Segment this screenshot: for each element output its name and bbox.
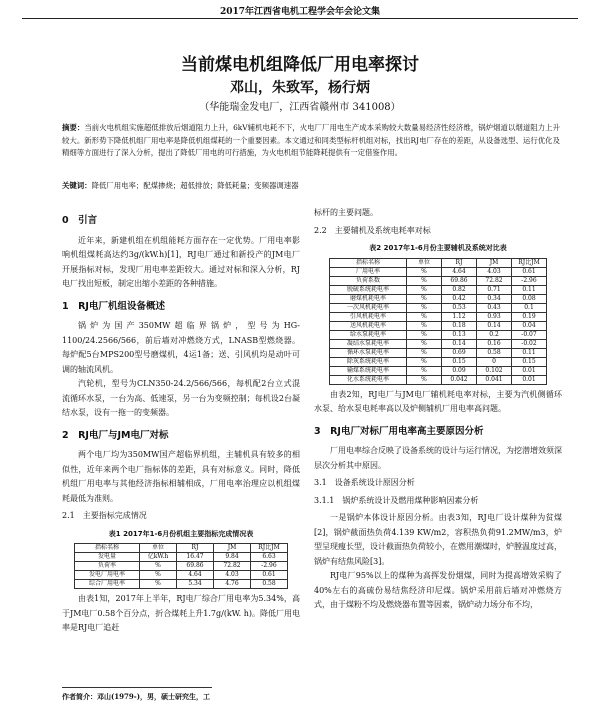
section-3-paragraph-2: 一是锅炉本体设计原因分析。由表3知，RJ电厂设计煤种为贫煤[2]，锅炉截面热负荷4.139 KW/m2，容积热负荷91.2MW/m3，炉型呈现瘦长型，设计截面热负荷较小，在燃用潮煤时，炉膛温度过高，锅炉有结焦风险[3]。 bbox=[314, 513, 562, 566]
footnote-rule bbox=[62, 687, 212, 688]
table2-cell: % bbox=[407, 366, 442, 375]
section-2-2-heading: 2.2 主要辅机及系统电耗率对标 bbox=[314, 225, 431, 235]
section-3-paragraph-1: 厂用电率综合反映了设备系统的设计与运行情况，为挖潜增效须深层次分析其中原因。 bbox=[314, 446, 562, 470]
table2-cell: 0.11 bbox=[512, 348, 547, 357]
table2-cell: 0.042 bbox=[442, 375, 477, 384]
table2-cell: % bbox=[407, 321, 442, 330]
table1-header: JM bbox=[214, 544, 251, 553]
table2-cell: 4.03 bbox=[477, 267, 512, 276]
table2-cell: 循环水泵耗电率 bbox=[330, 348, 407, 357]
table1-header-row bbox=[75, 544, 288, 553]
table2-cell: % bbox=[407, 357, 442, 366]
table2-cell: 0.102 bbox=[477, 366, 512, 375]
table1-cell: 亿kW.h bbox=[140, 553, 177, 562]
section-3-1-heading: 3.1 设备系统设计原因分析 bbox=[314, 478, 415, 487]
table2-cell: 0.01 bbox=[512, 366, 547, 375]
table2-cell: 0.43 bbox=[477, 303, 512, 312]
table2-cell: 0.93 bbox=[477, 312, 512, 321]
table2-cell: -2.96 bbox=[512, 276, 547, 285]
table1-header: 单位 bbox=[140, 544, 177, 553]
table2-cell: % bbox=[407, 303, 442, 312]
table2-cell: 0 bbox=[477, 357, 512, 366]
table2-row bbox=[330, 321, 547, 330]
table2-row bbox=[330, 294, 547, 303]
table1-cell: -2.96 bbox=[251, 562, 288, 571]
table2-header: RJ bbox=[442, 258, 477, 267]
table2-cell: 0.041 bbox=[477, 375, 512, 384]
abstract bbox=[62, 122, 560, 160]
table2-cell: % bbox=[407, 348, 442, 357]
table2-cell: 送风机耗电率 bbox=[330, 321, 407, 330]
abstract-text: 当前火电机组实施超低排放后烟道阻力上升，6kV辅机电耗不下，火电厂厂用电生产成本采购较大数量易经济性经济维，锅炉烟道以烟道阻力上升较大。新形势下降低机组厂用电率是降低机组煤耗的一个重要因素。本文通过和同类型标杆机组对标，找出RJ电厂存在的差距，从设备选型、运行优化及精细等方面进行了深入分析，提出了降低厂用电的可行措施，为火电机组节能降耗提供有一定借鉴作用。 bbox=[62, 123, 560, 157]
table2-cell: 0.01 bbox=[512, 375, 547, 384]
table2-cell: 0.71 bbox=[477, 285, 512, 294]
paper-title: 当前煤电机组降低厂用电率探讨 bbox=[181, 55, 419, 75]
table1-cell: 负荷率 bbox=[75, 562, 140, 571]
table2-header: JM bbox=[477, 258, 512, 267]
table2-cell: 磨煤机耗电率 bbox=[330, 294, 407, 303]
table1-cell: 综合厂用电率 bbox=[75, 580, 140, 589]
table2-cell: 输煤系统耗电率 bbox=[330, 366, 407, 375]
table2-cell: 0.13 bbox=[442, 330, 477, 339]
table2-cell: % bbox=[407, 285, 442, 294]
left-column bbox=[62, 206, 300, 636]
section-1-paragraph-1: 锅炉为国产350MW超临界锅炉，型号为HG-1100/24.2566/566，前后墙对冲燃烧方式，LNASB型燃烧器。每炉配5台MPS200型号磨煤机，4运1备；送、引风机均是动叶可调的轴流风机。 bbox=[62, 321, 300, 374]
table1-cell: 16.47 bbox=[177, 553, 214, 562]
table1-cell: 72.82 bbox=[214, 562, 251, 571]
table2-row bbox=[330, 267, 547, 276]
table2-header: 指标名称 bbox=[330, 258, 407, 267]
table2-cell: 72.82 bbox=[477, 276, 512, 285]
table2-cell: % bbox=[407, 312, 442, 321]
section-3-1-1-heading: 3.1.1 锅炉系统设计及燃用煤种影响因素分析 bbox=[314, 495, 479, 505]
table2-header: 单位 bbox=[407, 258, 442, 267]
table2-row bbox=[330, 303, 547, 312]
table2-cell: 0.58 bbox=[477, 348, 512, 357]
table2-cell: 引风机耗电率 bbox=[330, 312, 407, 321]
paper-authors: 邓山，朱致军，杨行炳 bbox=[230, 80, 370, 96]
section-2-1-heading: 2.1 主要指标完成情况 bbox=[62, 511, 147, 520]
table2-cell: 0.15 bbox=[442, 357, 477, 366]
table2-cell: % bbox=[407, 375, 442, 384]
table2-row bbox=[330, 357, 547, 366]
table1-header: RJ bbox=[177, 544, 214, 553]
keywords-label: 关键词： bbox=[62, 181, 92, 190]
table2-row bbox=[330, 339, 547, 348]
table1-header: 指标名称 bbox=[75, 544, 140, 553]
table2-row bbox=[330, 285, 547, 294]
table2-header-row bbox=[330, 258, 547, 267]
table2-cell: 1.12 bbox=[442, 312, 477, 321]
table2-cell: 化水系统耗电率 bbox=[330, 375, 407, 384]
section-3-paragraph-3: RJ电厂95%以上的煤种为高挥发份烟煤，同时为提高增效采购了40%左右的高硫份易结焦经济印尼煤。锅炉采用前后墙对冲燃烧方式，由于煤粉不均及燃烧器布置等因素，锅炉动力场分布不均， bbox=[314, 571, 562, 609]
table2-cell: 0.11 bbox=[512, 285, 547, 294]
table1-cell: 0.61 bbox=[251, 571, 288, 580]
table2-row bbox=[330, 312, 547, 321]
table2-cell: 除灰系统耗电率 bbox=[330, 357, 407, 366]
section-2-2-paragraph: 由表2知，RJ电厂与JM电厂辅机耗电率对标，主要为汽机侧循环水泵、给水泵电耗率高以及炉侧辅机厂用电率高问题。 bbox=[314, 389, 562, 413]
table2-row bbox=[330, 276, 547, 285]
table2-cell: 负荷系数 bbox=[330, 276, 407, 285]
section-2-heading: 2 RJ电厂与JM电厂对标 bbox=[62, 429, 169, 441]
section-0-paragraph: 近年来，新建机组在机组能耗方面存在一定优势。厂用电率影响机组煤耗高达约3g/(kW.h)[1]，RJ电厂通过和新投产的JM电厂开展指标对标，发现厂用电率差距较大。通过对标和深入分析，RJ电厂找出短板，制定出缩小差距的各种措施。 bbox=[62, 235, 300, 288]
table1-cell: 4.64 bbox=[177, 571, 214, 580]
table1-header: RJ比JM bbox=[251, 544, 288, 553]
table1-row bbox=[75, 580, 288, 589]
table2-row bbox=[330, 348, 547, 357]
section-1-heading: 1 RJ电厂机组设备概述 bbox=[62, 300, 165, 312]
table2-cell: 0.53 bbox=[442, 303, 477, 312]
author-footnote: 作者简介：邓山(1979-)，男，硕士研究生，工 bbox=[62, 692, 211, 701]
table2-cell: 0.08 bbox=[512, 294, 547, 303]
table1-cell: 0.58 bbox=[251, 580, 288, 589]
table2-header: RJ比JM bbox=[512, 258, 547, 267]
abstract-label: 摘要： bbox=[62, 123, 85, 132]
right-column bbox=[314, 206, 562, 613]
section-2-continuation: 标杆的主要问题。 bbox=[314, 208, 378, 217]
table2 bbox=[329, 258, 547, 385]
running-header: 2017年江西省电机工程学会年会论文集 bbox=[219, 7, 381, 17]
table2-cell: 0.15 bbox=[512, 357, 547, 366]
section-1-paragraph-2: 汽轮机，型号为CLN350-24.2/566/566，每机配2台立式混流循环水泵，一台为高、低速泵，另一台为变频控制；每机设2台凝结水泵，设有一拖一的变频器。 bbox=[62, 379, 300, 417]
table2-cell: 0.14 bbox=[477, 321, 512, 330]
table2-cell: 0.82 bbox=[442, 285, 477, 294]
table2-cell: 0.04 bbox=[512, 321, 547, 330]
table1-row bbox=[75, 553, 288, 562]
table1-cell: % bbox=[140, 571, 177, 580]
table2-cell: % bbox=[407, 330, 442, 339]
table1 bbox=[74, 543, 288, 589]
table1-cell: 5.34 bbox=[177, 580, 214, 589]
section-0-heading: 0 引言 bbox=[62, 215, 98, 226]
section-2-paragraph-2: 由表1知，2017年上半年，RJ电厂综合厂用电率为5.34%，高于JM电厂0.58个百分点，折合煤耗上升1.7g/(kW. h)。降低厂用电率是RJ电厂追赶 bbox=[62, 594, 300, 632]
table1-cell: 发电厂用电率 bbox=[75, 571, 140, 580]
table2-cell: 0.16 bbox=[477, 339, 512, 348]
table1-cell: 4.03 bbox=[214, 571, 251, 580]
table2-row bbox=[330, 366, 547, 375]
table1-cell: 9.84 bbox=[214, 553, 251, 562]
table2-cell: 0.69 bbox=[442, 348, 477, 357]
table2-cell: 凝结水泵耗电率 bbox=[330, 339, 407, 348]
table2-row bbox=[330, 375, 547, 384]
keywords-text: 降低厂用电率；配煤掺烧；超低排放；降低耗量；变频器调速器 bbox=[91, 181, 299, 190]
table2-cell: 0.34 bbox=[477, 294, 512, 303]
table2-cell: -0.07 bbox=[512, 330, 547, 339]
table2-cell: 0.14 bbox=[442, 339, 477, 348]
table1-cell: 4.76 bbox=[214, 580, 251, 589]
table1-cell: % bbox=[140, 580, 177, 589]
table2-row bbox=[330, 330, 547, 339]
table1-row bbox=[75, 562, 288, 571]
table2-cell: % bbox=[407, 339, 442, 348]
table2-cell: 4.64 bbox=[442, 267, 477, 276]
table2-cell: 69.86 bbox=[442, 276, 477, 285]
table2-cell: 0.2 bbox=[477, 330, 512, 339]
table2-cell: -0.02 bbox=[512, 339, 547, 348]
table1-cell: 69.86 bbox=[177, 562, 214, 571]
table1-caption: 表1 2017年1-6月份机组主要指标完成情况表 bbox=[108, 529, 254, 538]
table2-caption: 表2 2017年1-6月份主要辅机及系统对比表 bbox=[369, 244, 507, 252]
table2-cell: 0.61 bbox=[512, 267, 547, 276]
table1-cell: 6.63 bbox=[251, 553, 288, 562]
keywords bbox=[62, 180, 560, 191]
table2-cell: 脱硫系统耗电率 bbox=[330, 285, 407, 294]
table2-cell: 0.09 bbox=[442, 366, 477, 375]
table2-cell: 0.18 bbox=[442, 321, 477, 330]
section-2-paragraph-1: 两个电厂均为350MW国产超临界机组，主辅机具有较多的相似性，近年来两个电厂指标体的差距，具有对标意义。同时，降低机组厂用电率与其他经济指标相辅相成，厂用电率治理应以机组煤耗最低为准则。 bbox=[62, 450, 300, 503]
section-3-heading: 3 RJ电厂对标厂用电率高主要原因分析 bbox=[314, 425, 484, 437]
header-rule bbox=[22, 18, 578, 19]
table2-cell: 0.19 bbox=[512, 312, 547, 321]
table2-cell: 给水泵耗电率 bbox=[330, 330, 407, 339]
table2-cell: 一次风机耗电率 bbox=[330, 303, 407, 312]
table2-cell: % bbox=[407, 267, 442, 276]
table2-cell: 厂用电率 bbox=[330, 267, 407, 276]
table1-cell: 发电量 bbox=[75, 553, 140, 562]
paper-affiliation: （华能瑞金发电厂，江西省赣州市 341008） bbox=[199, 102, 401, 113]
table2-cell: 0.1 bbox=[512, 303, 547, 312]
table2-cell: 0.42 bbox=[442, 294, 477, 303]
table2-cell: % bbox=[407, 294, 442, 303]
table1-cell: % bbox=[140, 562, 177, 571]
table2-cell: % bbox=[407, 276, 442, 285]
table1-row bbox=[75, 571, 288, 580]
